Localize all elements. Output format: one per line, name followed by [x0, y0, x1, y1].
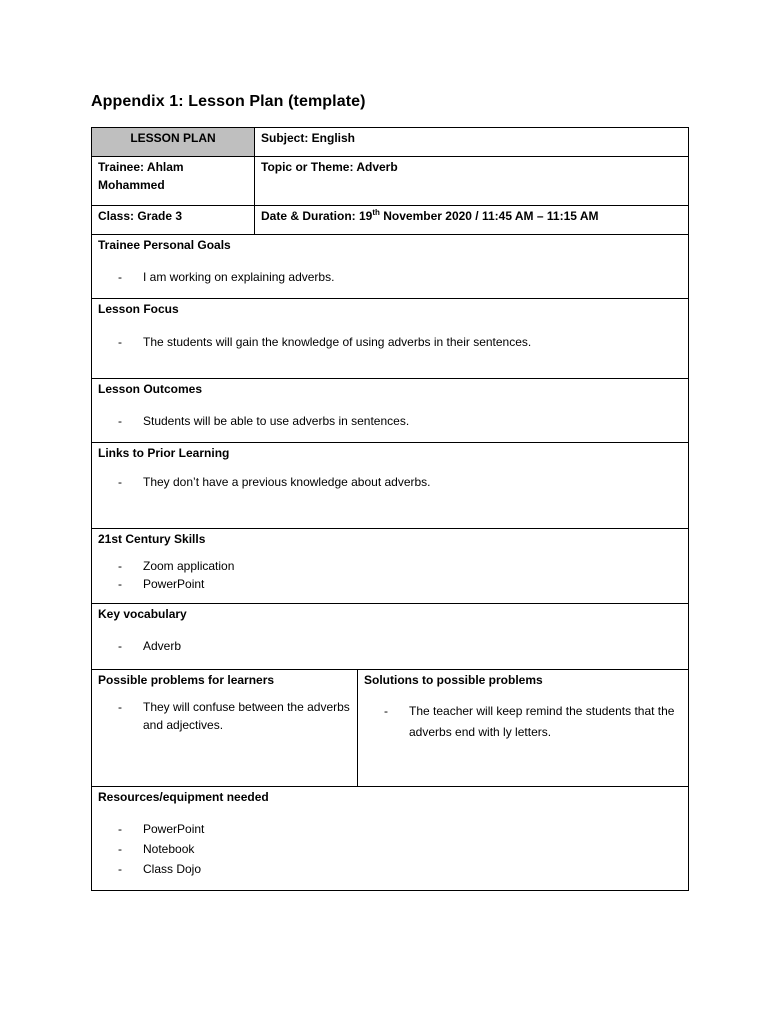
section-vocab	[92, 604, 689, 670]
list-item: - Class Dojo	[98, 859, 682, 879]
section-label: Possible problems for learners	[98, 673, 275, 687]
date-prefix: Date & Duration: 19	[261, 209, 373, 223]
section-label: Solutions to possible problems	[364, 673, 543, 687]
date-duration-field	[255, 206, 689, 235]
section-prior	[92, 443, 689, 529]
section-focus	[92, 299, 689, 379]
page-title: Appendix 1: Lesson Plan (template)	[91, 93, 366, 110]
section-label: Resources/equipment needed	[98, 790, 269, 804]
subject-field: Subject: English	[255, 128, 689, 157]
list-item: - Notebook	[98, 839, 682, 859]
trainee-field: Trainee: Ahlam Mohammed	[92, 157, 255, 206]
list-item: - The students will gain the knowledge of using adverbs in their sentences.	[98, 333, 682, 351]
skills-list	[98, 557, 682, 593]
date-superscript: th	[372, 208, 380, 217]
prior-cell	[92, 443, 689, 529]
section-outcomes	[92, 379, 689, 443]
list-item: - PowerPoint	[98, 819, 682, 839]
outcomes-cell	[92, 379, 689, 443]
section-label: Links to Prior Learning	[98, 446, 230, 460]
section-resources	[92, 787, 689, 891]
resources-cell	[92, 787, 689, 891]
lesson-plan-label: LESSON PLAN	[92, 128, 255, 157]
topic-field: Topic or Theme: Adverb	[255, 157, 689, 206]
list-item: - PowerPoint	[98, 575, 682, 593]
focus-list	[98, 333, 682, 351]
list-item: - I am working on explaining adverbs.	[98, 268, 682, 286]
section-label: Lesson Focus	[98, 302, 179, 316]
prior-list	[98, 473, 682, 491]
date-suffix: November 2020 / 11:45 AM – 11:15 AM	[379, 209, 599, 223]
list-item: - They don’t have a previous knowledge about adverbs.	[98, 473, 682, 491]
section-goals	[92, 235, 689, 299]
problems-cell	[92, 670, 358, 787]
section-skills	[92, 529, 689, 604]
list-item: - Students will be able to use adverbs in sentences.	[98, 412, 682, 430]
header-row-subject	[92, 128, 689, 157]
section-label: Key vocabulary	[98, 607, 187, 621]
header-row-trainee	[92, 157, 689, 206]
class-field: Class: Grade 3	[92, 206, 255, 235]
list-item: - Adverb	[98, 637, 682, 655]
header-row-class	[92, 206, 689, 235]
vocab-list	[98, 637, 682, 655]
list-item: - The teacher will keep remind the students that the adverbs end with ly letters.	[364, 701, 682, 743]
lesson-plan-table	[91, 127, 689, 891]
outcomes-list	[98, 412, 682, 430]
list-item: - They will confuse between the adverbs and adjectives.	[98, 698, 351, 734]
list-item: - Zoom application	[98, 557, 682, 575]
goals-cell	[92, 235, 689, 299]
section-label: Trainee Personal Goals	[98, 238, 231, 252]
problems-list	[98, 698, 351, 734]
section-label: 21st Century Skills	[98, 532, 206, 546]
skills-cell	[92, 529, 689, 604]
section-label: Lesson Outcomes	[98, 382, 203, 396]
solutions-list	[364, 701, 682, 743]
goals-list	[98, 268, 682, 286]
solutions-cell	[358, 670, 689, 787]
section-problems-solutions	[92, 670, 689, 787]
vocab-cell	[92, 604, 689, 670]
focus-cell	[92, 299, 689, 379]
resources-list	[98, 819, 682, 879]
